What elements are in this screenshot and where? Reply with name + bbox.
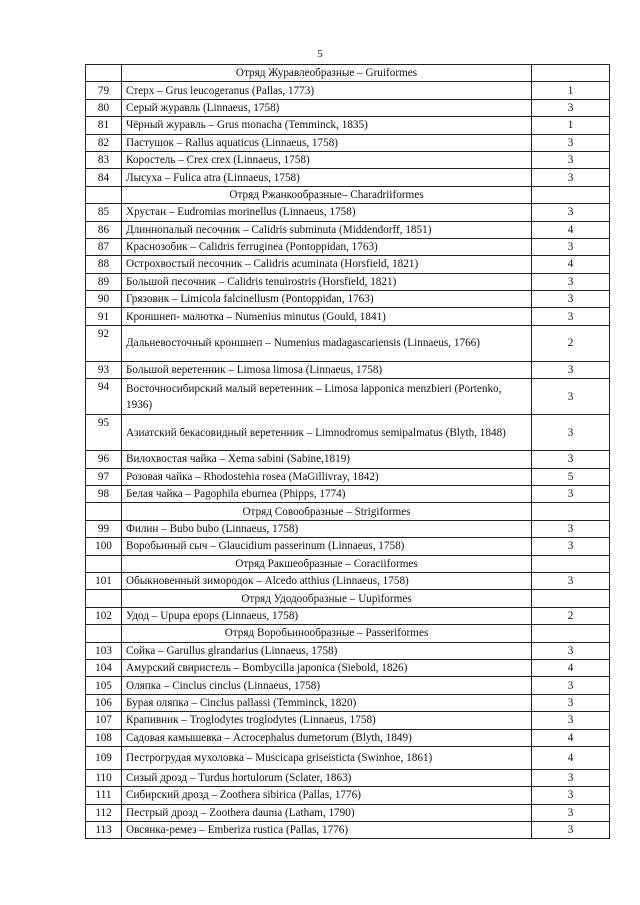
order-header-row: [86, 65, 610, 82]
status-category: 2: [532, 325, 610, 361]
species-number: 93: [86, 361, 122, 378]
status-category: 3: [532, 379, 610, 415]
species-name: Восточносибирский малый веретенник – Limosa lapponica menzbieri (Portenko, 1936): [122, 379, 532, 415]
species-number: 98: [86, 486, 122, 503]
species-name: Розовая чайка – Rhodostehia rosea (MaGillivray, 1842): [122, 468, 532, 485]
species-name: Длиннопалый песочник – Calidris subminuta (Middendorff, 1851): [122, 221, 532, 238]
order-title: Отряд Совообразные – Strigiformes: [122, 503, 532, 520]
species-number: 80: [86, 99, 122, 116]
status-category: 4: [532, 221, 610, 238]
species-name: Сизый дрозд – Turdus hortulorum (Sclater, 1863): [122, 769, 532, 786]
empty-cell: [86, 503, 122, 520]
table-row: [86, 82, 610, 99]
page-number: 5: [317, 48, 323, 60]
table-row: [86, 659, 610, 676]
table-row: [86, 134, 610, 151]
species-name: Острохвостый песочник – Calidris acuminata (Horsfield, 1821): [122, 256, 532, 273]
empty-cell: [86, 590, 122, 607]
status-category: 1: [532, 117, 610, 134]
species-name: Овсянка-ремез – Emberiza rustica (Pallas, 1776): [122, 822, 532, 839]
empty-cell: [532, 186, 610, 203]
table-row: [86, 117, 610, 134]
species-name: Пастушок – Rallus aquaticus (Linnaeus, 1758): [122, 134, 532, 151]
table-row: [86, 769, 610, 786]
species-name: Удод – Upupa epops (Linnaeus, 1758): [122, 607, 532, 624]
status-category: 3: [532, 769, 610, 786]
species-name: Кроншнеп- малютка – Numenius minutus (Gould, 1841): [122, 308, 532, 325]
species-number: 91: [86, 308, 122, 325]
order-header-row: [86, 590, 610, 607]
status-category: 3: [532, 238, 610, 255]
species-number: 109: [86, 746, 122, 769]
species-number: 84: [86, 169, 122, 186]
species-name: Садовая камышевка – Acrocephalus dumetorum (Blyth, 1849): [122, 729, 532, 746]
status-category: 2: [532, 607, 610, 624]
order-title: Отряд Журавлеобразные – Gruiformes: [122, 65, 532, 82]
species-number: 108: [86, 729, 122, 746]
status-category: 3: [532, 520, 610, 537]
table-row: [86, 607, 610, 624]
status-category: 3: [532, 642, 610, 659]
order-title: Отряд Ракшеобразные – Coraciiformes: [122, 555, 532, 572]
species-name: Обыкновенный зимородок – Alcedo atthius (Linnaeus, 1758): [122, 572, 532, 589]
status-category: 3: [532, 134, 610, 151]
species-name: Дальневосточный кроншнеп – Numenius madagascariensis (Linnaeus, 1766): [122, 325, 532, 361]
status-category: 4: [532, 729, 610, 746]
species-number: 97: [86, 468, 122, 485]
species-number: 104: [86, 659, 122, 676]
empty-cell: [532, 65, 610, 82]
species-number: 90: [86, 291, 122, 308]
table-row: [86, 694, 610, 711]
species-number: 107: [86, 712, 122, 729]
status-category: 3: [532, 151, 610, 168]
table-row: [86, 325, 610, 361]
status-category: 3: [532, 291, 610, 308]
table-row: [86, 379, 610, 415]
empty-cell: [532, 590, 610, 607]
table-row: [86, 468, 610, 485]
status-category: 3: [532, 804, 610, 821]
species-name: Бурая оляпка – Cinclus pallassi (Temminck, 1820): [122, 694, 532, 711]
empty-cell: [86, 625, 122, 642]
species-number: 94: [86, 379, 122, 415]
table-row: [86, 308, 610, 325]
table-row: [86, 804, 610, 821]
status-category: 4: [532, 746, 610, 769]
species-name: Большой песочник – Calidris tenuirostris (Horsfield, 1821): [122, 273, 532, 290]
species-number: 106: [86, 694, 122, 711]
species-number: 88: [86, 256, 122, 273]
species-name: Большой веретенник – Limosa limosa (Linnaeus, 1758): [122, 361, 532, 378]
species-number: 102: [86, 607, 122, 624]
species-number: 82: [86, 134, 122, 151]
species-name: Белая чайка – Pagophila eburnea (Phipps, 1774): [122, 486, 532, 503]
table-row: [86, 729, 610, 746]
status-category: 3: [532, 308, 610, 325]
species-number: 79: [86, 82, 122, 99]
species-name: Воробьиный сыч – Glaucidium passerinum (Linnaeus, 1758): [122, 538, 532, 555]
status-category: 3: [532, 451, 610, 468]
table-row: [86, 238, 610, 255]
species-name: Коростель – Crex crex (Linnaeus, 1758): [122, 151, 532, 168]
table-row: [86, 746, 610, 769]
table-row: [86, 415, 610, 451]
species-number: 95: [86, 415, 122, 451]
species-name: Чёрный журавль – Grus monacha (Temminck, 1835): [122, 117, 532, 134]
status-category: 3: [532, 572, 610, 589]
species-name: Пестрогрудая мухоловка – Muscicapa griseisticta (Swinhoe, 1861): [122, 746, 532, 769]
species-number: 85: [86, 204, 122, 221]
table-row: [86, 273, 610, 290]
table-row: [86, 787, 610, 804]
status-category: 1: [532, 82, 610, 99]
empty-cell: [532, 625, 610, 642]
species-number: 105: [86, 677, 122, 694]
table-row: [86, 221, 610, 238]
species-number: 87: [86, 238, 122, 255]
table-row: [86, 642, 610, 659]
table-row: [86, 572, 610, 589]
empty-cell: [86, 186, 122, 203]
species-name: Амурский свиристель – Bombycilla japonica (Siebold, 1826): [122, 659, 532, 676]
species-name: Оляпка – Cinclus cinclus (Linnaeus, 1758): [122, 677, 532, 694]
table-row: [86, 204, 610, 221]
species-name: Стерх – Grus leucogeranus (Pallas, 1773): [122, 82, 532, 99]
species-name: Серый журавль (Linnaeus, 1758): [122, 99, 532, 116]
table-row: [86, 486, 610, 503]
species-name: Пестрый дрозд – Zoothera dauma (Latham, 1790): [122, 804, 532, 821]
table-row: [86, 256, 610, 273]
empty-cell: [532, 555, 610, 572]
empty-cell: [86, 65, 122, 82]
order-header-row: [86, 625, 610, 642]
species-number: 113: [86, 822, 122, 839]
order-header-row: [86, 555, 610, 572]
species-number: 86: [86, 221, 122, 238]
status-category: 3: [532, 361, 610, 378]
species-name: Крапивник – Troglodytes troglodytes (Linnaeus, 1758): [122, 712, 532, 729]
status-category: 3: [532, 694, 610, 711]
species-number: 112: [86, 804, 122, 821]
order-title: Отряд Удодообразные – Uupiformes: [122, 590, 532, 607]
status-category: 5: [532, 468, 610, 485]
table-row: [86, 712, 610, 729]
species-number: 83: [86, 151, 122, 168]
table-row: [86, 151, 610, 168]
status-category: 3: [532, 712, 610, 729]
status-category: 3: [532, 787, 610, 804]
species-name: Филин – Bubo bubo (Linnaeus, 1758): [122, 520, 532, 537]
status-category: 3: [532, 822, 610, 839]
status-category: 3: [532, 169, 610, 186]
species-number: 96: [86, 451, 122, 468]
species-name: Грязовик – Limicola falcinellusm (Pontoppidan, 1763): [122, 291, 532, 308]
status-category: 3: [532, 538, 610, 555]
species-name: Сойка – Garullus glrandarius (Linnaeus, 1758): [122, 642, 532, 659]
order-header-row: [86, 503, 610, 520]
species-table: [85, 64, 610, 839]
order-title: Отряд Ржанкообразные– Charadriiformes: [122, 186, 532, 203]
table-row: [86, 291, 610, 308]
species-number: 81: [86, 117, 122, 134]
status-category: 4: [532, 659, 610, 676]
species-number: 103: [86, 642, 122, 659]
species-number: 101: [86, 572, 122, 589]
status-category: 3: [532, 677, 610, 694]
table-row: [86, 169, 610, 186]
species-number: 92: [86, 325, 122, 361]
order-title: Отряд Воробьинообразные – Passeriformes: [122, 625, 532, 642]
status-category: 3: [532, 99, 610, 116]
empty-cell: [86, 555, 122, 572]
table-row: [86, 677, 610, 694]
status-category: 3: [532, 415, 610, 451]
status-category: 4: [532, 256, 610, 273]
status-category: 3: [532, 273, 610, 290]
species-name: Краснозобик – Calidris ferruginea (Pontoppidan, 1763): [122, 238, 532, 255]
table-row: [86, 361, 610, 378]
table-row: [86, 822, 610, 839]
species-number: 89: [86, 273, 122, 290]
species-number: 110: [86, 769, 122, 786]
species-name: Вилохвостая чайка – Xema sabini (Sabine,1819): [122, 451, 532, 468]
table-row: [86, 538, 610, 555]
species-number: 111: [86, 787, 122, 804]
order-header-row: [86, 186, 610, 203]
table-row: [86, 99, 610, 116]
table-row: [86, 451, 610, 468]
species-name: Сибирский дрозд – Zoothera sibirica (Pallas, 1776): [122, 787, 532, 804]
species-name: Азиатский бекасовидный веретенник – Limnodromus semipalmatus (Blyth, 1848): [122, 415, 532, 451]
status-category: 3: [532, 204, 610, 221]
species-number: 100: [86, 538, 122, 555]
species-name: Хрустан – Eudromias morinellus (Linnaeus, 1758): [122, 204, 532, 221]
species-number: 99: [86, 520, 122, 537]
species-name: Лысуха – Fulica atra (Linnaeus, 1758): [122, 169, 532, 186]
status-category: 3: [532, 486, 610, 503]
empty-cell: [532, 503, 610, 520]
table-row: [86, 520, 610, 537]
